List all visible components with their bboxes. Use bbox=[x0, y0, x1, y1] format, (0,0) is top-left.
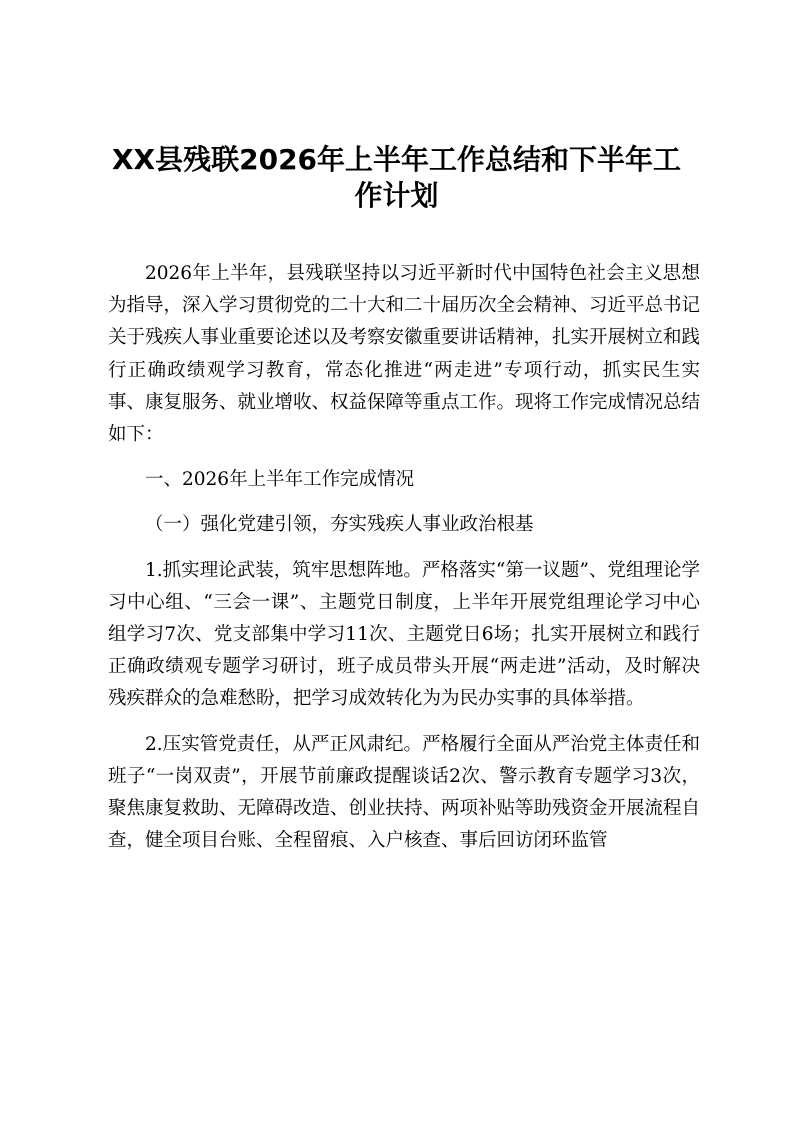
document-body bbox=[108, 258, 700, 870]
subsection-heading: （一）强化党建引领，夯实残疾人事业政治根基 bbox=[145, 514, 534, 536]
intro-paragraph: 2026年上半年，县残联坚持以习近平新时代中国特色社会主义思想为指导，深入学习贯彻党的二十大和二十届历次全会精神、习近平总书记关于残疾人事业重要论述以及考察安徽重要讲话精神，扎实开展树立和践行正确政绩观学习教育，常态化推进“两走进”专项行动，抓实民生实事、康复服务、就业增收、权益保障等重点工作。现将工作完成情况总结如下： bbox=[108, 263, 701, 446]
body-paragraph: 2.压实管党责任，从严正风肃纪。严格履行全面从严治党主体责任和班子“一岗双责”，开展节前廉政提醒谈话2次、警示教育专题学习3次，聚焦康复救助、无障碍改造、创业扶持、两项补贴等助残资金开展流程自查，健全项目台账、全程留痕、入户核查、事后回访闭环监管 bbox=[108, 733, 701, 852]
body-paragraph: 1.抓实理论武装，筑牢思想阵地。严格落实“第一议题”、党组理论学习中心组、“三会一课”、主题党日制度，上半年开展党组理论学习中心组学习7次、党支部集中学习11次、主题党日6场；扎实开展树立和践行正确政绩观专题学习研讨，班子成员带头开展“两走进”活动，及时解决残疾群众的急难愁盼，把学习成效转化为为民办实事的具体举措。 bbox=[108, 559, 700, 710]
section-heading: 一、2026年上半年工作完成情况 bbox=[145, 469, 415, 491]
document-title: XX县残联2026年上半年工作总结和下半年工作计划 bbox=[111, 143, 682, 212]
